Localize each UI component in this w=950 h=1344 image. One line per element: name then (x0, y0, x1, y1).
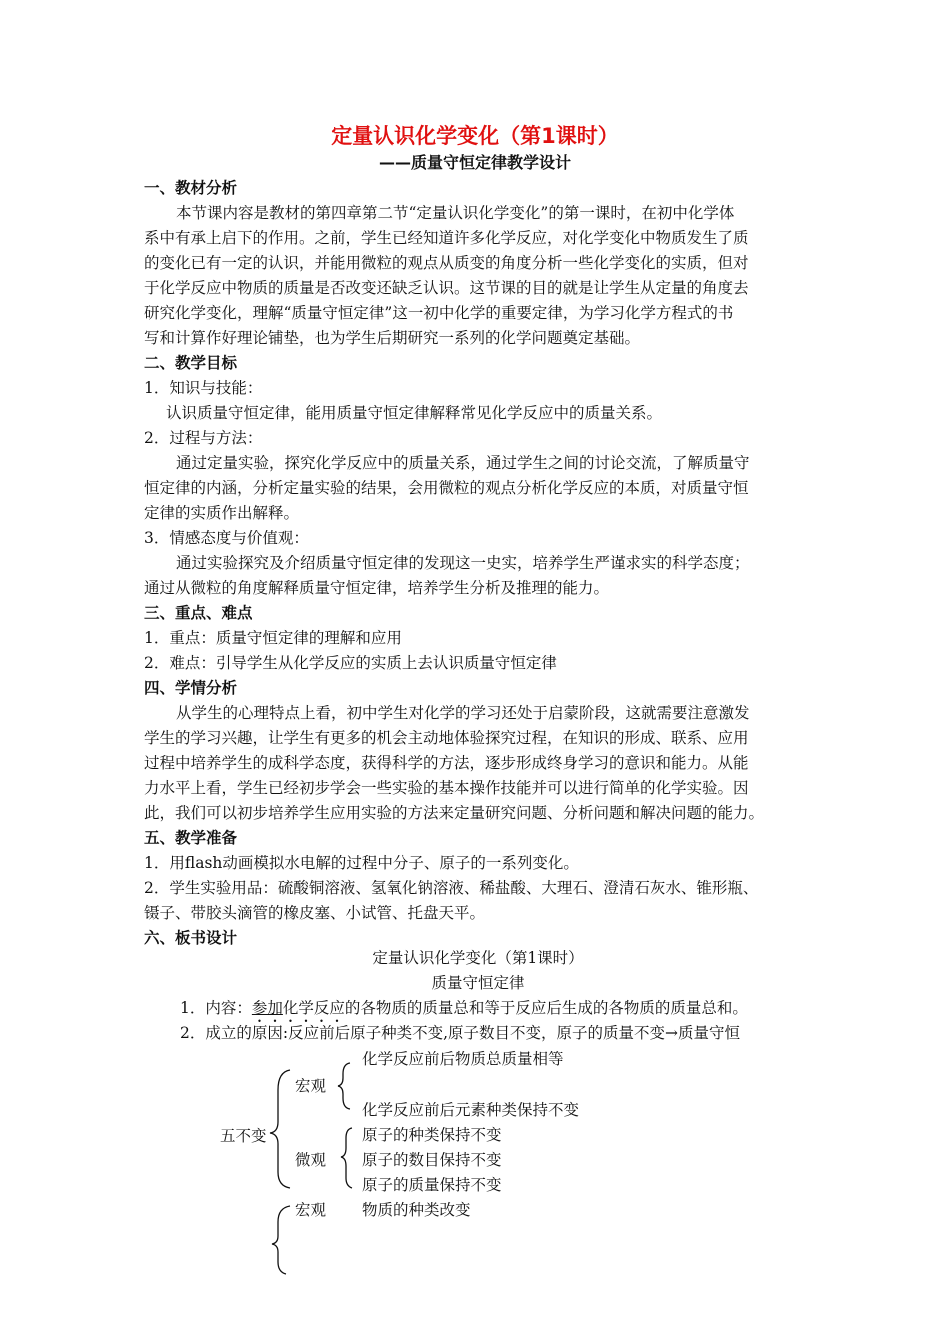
text-line: 定律的实质作出解释。 (144, 504, 300, 522)
label-micro: 微观 (295, 1151, 327, 1169)
rule-atom-types: 原子的种类保持不变 (362, 1126, 502, 1144)
text-line: 从学生的心理特点上看，初中学生对化学的学习还处于启蒙阶段，这就需要注意激发 (176, 704, 750, 722)
label-macro: 宏观 (295, 1077, 327, 1095)
text-line: 过程中培养学生的成科学态度，获得科学的方法，逐步形成终身学习的意识和能力。从能 (144, 754, 749, 772)
board-subtitle: 质量守恒定律 (431, 974, 525, 992)
doc-title: 定量认识化学变化（第1课时） (331, 124, 619, 148)
list-item: 2．学生实验用品：硫酸铜溶液、氢氧化钠溶液、稀盐酸、大理石、澄清石灰水、锥形瓶、 (144, 879, 759, 897)
board-reason-line: 2．成立的原因:反应前后原子种类不变,原子数目不变，原子的质量不变→质量守恒 (180, 1024, 741, 1042)
section-heading: 六、板书设计 (144, 929, 238, 947)
list-item: 3．情感态度与价值观： (144, 529, 309, 547)
rule-element-types: 化学反应前后元素种类保持不变 (362, 1101, 580, 1119)
section-heading: 五、教学准备 (144, 829, 238, 847)
text-line: 力水平上看，学生已经初步学会一些实验的基本操作技能并可以进行简单的化学实验。因 (144, 779, 749, 797)
board-title: 定量认识化学变化（第1课时） (372, 949, 584, 967)
text-line: 通过实验探究及介绍质量守恒定律的发现这一史实，培养学生严谨求实的科学态度； (176, 554, 750, 572)
underlined-keyword: 参加 (251, 999, 283, 1017)
text-line: 恒定律的内涵，分析定量实验的结果，会用微粒的观点分析化学反应的本质，对质量守恒 (144, 479, 749, 497)
text-line: 镊子、带胶头滴管的橡皮塞、小试管、托盘天平。 (144, 904, 486, 922)
text-line: 写和计算作好理论铺垫，也为学生后期研究一系列的化学问题奠定基础。 (144, 329, 641, 347)
rule-atom-count: 原子的数目保持不变 (362, 1151, 502, 1169)
brace-macro (338, 1063, 350, 1109)
dotted-keyword: 化学反应 (282, 999, 345, 1017)
rule-total-mass: 化学反应前后物质总质量相等 (362, 1050, 564, 1068)
label-five-invariants: 五不变 (220, 1127, 267, 1145)
rule-atom-mass: 原子的质量保持不变 (362, 1176, 502, 1194)
text-line: 于化学反应中物质的质量是否改变还缺乏认识。这节课的目的就是让学生从定量的角度去 (144, 279, 749, 297)
text-line: 研究化学变化，理解“质量守恒定律”这一初中化学的重要定律，为学习化学方程式的书 (144, 304, 734, 322)
text-line: 通过定量实验，探究化学反应中的质量关系，通过学生之间的讨论交流，了解质量守 (176, 454, 750, 472)
list-item: 1．重点：质量守恒定律的理解和应用 (144, 629, 402, 647)
text-line: 系中有承上启下的作用。之前，学生已经知道许多化学反应，对化学变化中物质发生了质 (144, 229, 749, 247)
list-item: 2．难点：引导学生从化学反应的实质上去认识质量守恒定律 (144, 654, 557, 672)
text-line: 本节课内容是教材的第四章第二节“定量认识化学变化”的第一课时，在初中化学体 (176, 204, 735, 222)
label-macro-changes: 宏观 (295, 1201, 327, 1219)
section-heading: 二、教学目标 (144, 354, 238, 372)
content-rest: 的各物质的质量总和等于反应后生成的各物质的质量总和。 (344, 999, 748, 1017)
section-heading: 四、学情分析 (144, 679, 238, 697)
list-item: 1．用flash动画模拟水电解的过程中分子、原子的一系列变化。 (144, 854, 579, 872)
section-heading: 三、重点、难点 (144, 604, 253, 622)
brace-macro-changes (272, 1206, 290, 1274)
list-item: 2．过程与方法： (144, 429, 263, 447)
list-item: 1．知识与技能： (144, 379, 263, 397)
text-line: 的变化已有一定的认识，并能用微粒的观点从质变的角度分析一些化学变化的实质，但对 (144, 254, 749, 272)
text-line: 此，我们可以初步培养学生应用实验的方法来定量研究问题、分析问题和解决问题的能力。 (144, 804, 765, 822)
rule-substance-types: 物质的种类改变 (362, 1201, 471, 1219)
section-heading: 一、教材分析 (144, 179, 238, 197)
brace-five-invariants (270, 1070, 290, 1188)
text-line: 认识质量守恒定律，能用质量守恒定律解释常见化学反应中的质量关系。 (166, 404, 663, 422)
text-line: 学生的学习兴趣，让学生有更多的机会主动地体验探究过程，在知识的形成、联系、应用 (144, 729, 749, 747)
text-line: 通过从微粒的角度解释质量守恒定律，培养学生分析及推理的能力。 (144, 579, 610, 597)
content-prefix: 1．内容： (180, 999, 252, 1017)
doc-subtitle: ——质量守恒定律教学设计 (378, 153, 571, 172)
brace-micro (341, 1128, 352, 1188)
